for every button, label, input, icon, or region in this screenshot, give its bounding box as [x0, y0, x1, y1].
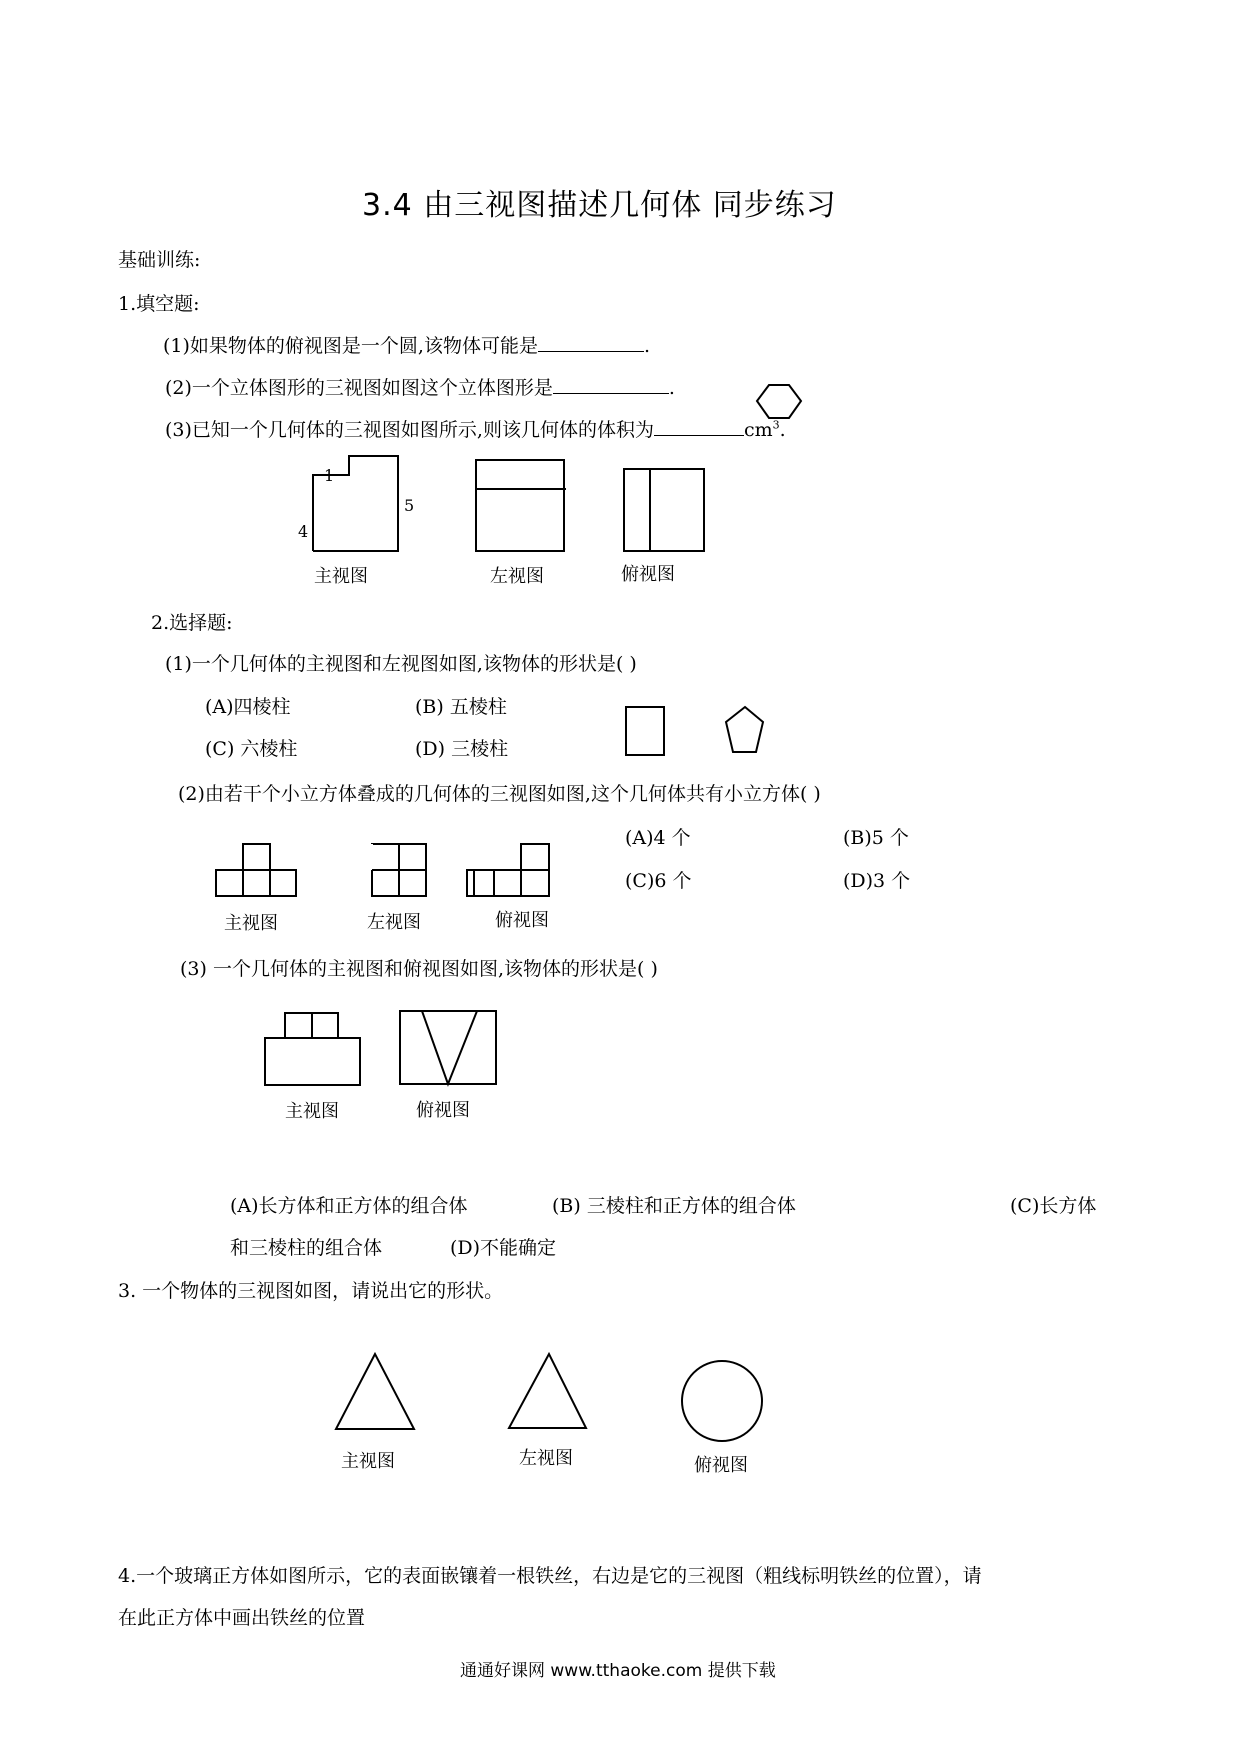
section-heading: 基础训练:: [118, 249, 201, 271]
caption-front-view: 主视图: [341, 1451, 395, 1472]
unit-label: cm: [743, 419, 773, 441]
dimension-label: 5: [404, 496, 415, 515]
q1-item-3-end: .: [779, 419, 786, 441]
q2-p3-text: (3) 一个几何体的主视图和俯视图如图,该物体的形状是( ): [180, 958, 658, 980]
q1-item-1: [163, 331, 650, 358]
q1-item-3: [165, 415, 786, 442]
caption-top-view: 俯视图: [694, 1455, 748, 1476]
answer-blank[interactable]: [553, 375, 669, 394]
dimension-label: 1: [324, 466, 335, 485]
q1-item-2: [165, 373, 675, 400]
dimension-label: 4: [298, 522, 309, 541]
caption-top-view: 俯视图: [495, 910, 549, 931]
option-a[interactable]: (A)四棱柱: [205, 696, 291, 718]
option-a[interactable]: (A)长方体和正方体的组合体: [230, 1195, 468, 1217]
answer-blank[interactable]: [538, 333, 644, 352]
q2-p1-text: (1)一个几何体的主视图和左视图如图,该物体的形状是( ): [165, 653, 637, 675]
option-d[interactable]: (D)3 个: [843, 870, 911, 892]
unit-superscript: 3: [772, 418, 780, 432]
option-d[interactable]: (D) 三棱柱: [415, 738, 509, 760]
option-b[interactable]: (B) 五棱柱: [415, 696, 507, 718]
option-a[interactable]: (A)4 个: [625, 827, 691, 849]
page-title: 3.4 由三视图描述几何体 同步练习: [362, 188, 837, 223]
q3-text: 3. 一个物体的三视图如图，请说出它的形状。: [118, 1280, 504, 1302]
caption-top-view: 俯视图: [621, 564, 675, 585]
option-c[interactable]: (C)长方体: [1010, 1195, 1097, 1217]
q1-item-2-end: .: [668, 377, 675, 399]
caption-left-view: 左视图: [490, 566, 544, 587]
option-c[interactable]: (C)6 个: [625, 870, 692, 892]
caption-left-view: 左视图: [519, 1448, 573, 1469]
q1-item-2-text: (2)一个立体图形的三视图如图这个立体图形是: [165, 377, 553, 399]
q3-top-view-circle: [0, 0, 1, 1]
option-d[interactable]: (D)不能确定: [450, 1237, 557, 1259]
q2-heading: 2.选择题:: [151, 612, 233, 634]
q1-item-1-end: .: [643, 335, 651, 357]
option-c[interactable]: (C) 六棱柱: [205, 738, 298, 760]
q1-item-1-text: (1)如果物体的俯视图是一个圆,该物体可能是: [163, 335, 538, 357]
answer-blank[interactable]: [654, 417, 744, 436]
q1-item-3-text: (3)已知一个几何体的三视图如图所示,则该几何体的体积为: [165, 419, 654, 441]
caption-front-view: 主视图: [285, 1101, 339, 1122]
option-c-continued: 和三棱柱的组合体: [230, 1237, 383, 1259]
option-b[interactable]: (B)5 个: [843, 827, 909, 849]
q4-line-1: 4.一个玻璃正方体如图所示，它的表面嵌镶着一根铁丝，右边是它的三视图（粗线标明铁丝的位置），请: [118, 1565, 982, 1587]
caption-front-view: 主视图: [314, 566, 368, 587]
q4-line-2: 在此正方体中画出铁丝的位置: [118, 1607, 366, 1629]
q2-p2-text: (2)由若干个小立方体叠成的几何体的三视图如图,这个几何体共有小立方体( ): [178, 783, 821, 805]
q1-heading: 1.填空题:: [118, 293, 200, 315]
option-b[interactable]: (B) 三棱柱和正方体的组合体: [552, 1195, 796, 1217]
footer-text: 通通好课网 www.tthaoke.com 提供下载: [460, 1661, 776, 1681]
caption-left-view: 左视图: [367, 912, 421, 933]
caption-front-view: 主视图: [224, 913, 278, 934]
caption-top-view: 俯视图: [416, 1100, 470, 1121]
